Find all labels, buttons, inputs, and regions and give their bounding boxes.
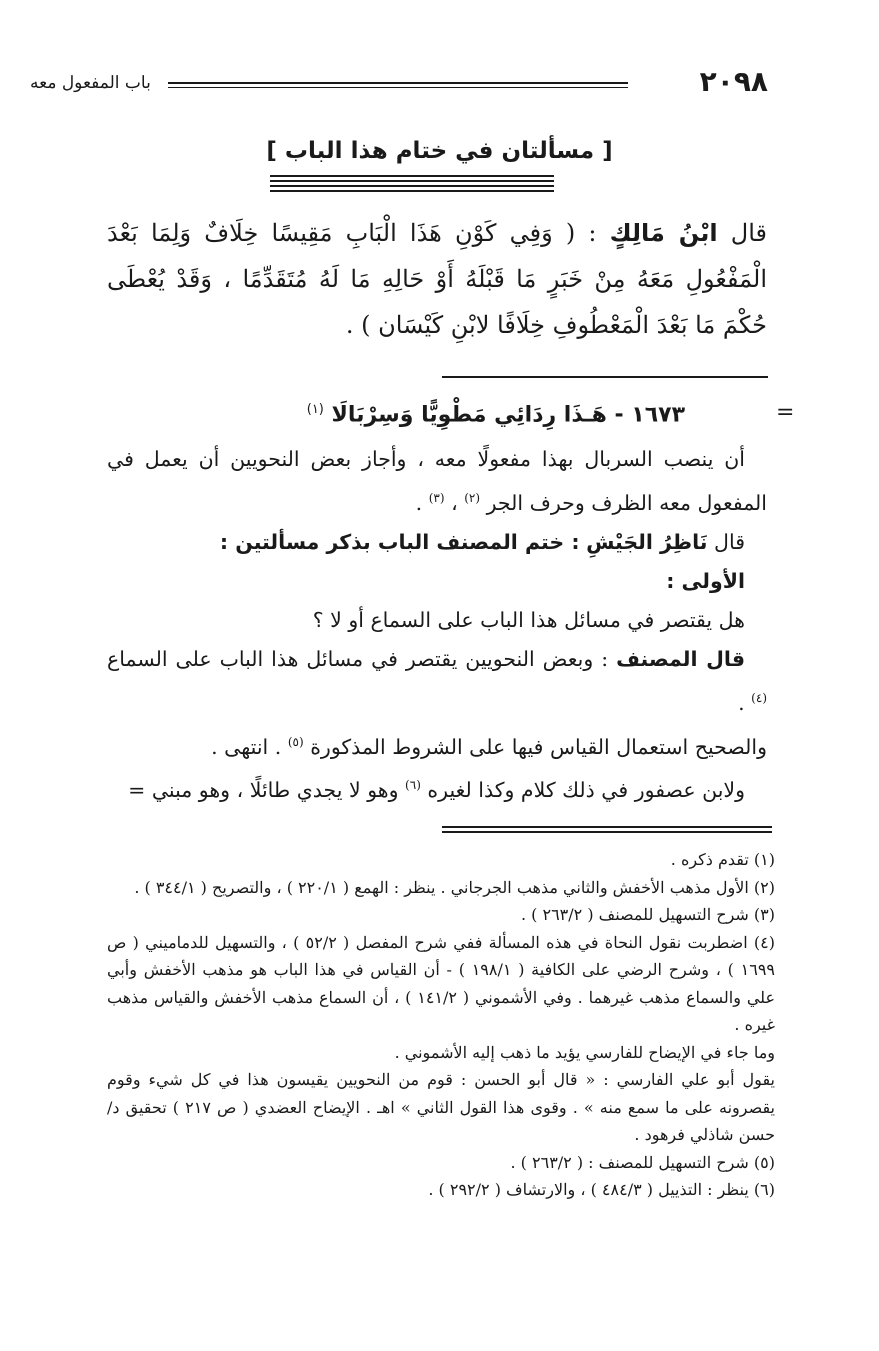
footnote: (٣) شرح التسهيل للمصنف ( ٢٦٣/٢ ) . xyxy=(520,905,775,924)
quote-text: : ( وَفِي كَوْنِ هَذَا الْبَابِ مَقِيسًا خِلَافٌ وَلِمَا بَعْدَ الْمَفْعُولِ مَعَهُ مِنْ خَبَرٍ مَا قَبْلَهُ أَوْ حَالِهِ مَا لَهُ مُتَقَدِّمًا ، وَقَدْ يُعْطَى حُكْمَ مَا بَعْدَ الْمَعْطُوفِ خِلَافًا لابْنِ كَيْسَان ) . xyxy=(107,219,767,339)
section-divider xyxy=(442,376,768,378)
verse-footnote-ref: (١) xyxy=(306,402,324,417)
quote-author: ابْنُ مَالِكٍ xyxy=(609,219,718,247)
verse-text: ١٦٧٣ - هَـذَا رِدَائِي مَطْوِيًّا وَسِرْبَالَا xyxy=(331,402,685,428)
body-text xyxy=(107,440,767,810)
paragraph: قال نَاظِرُ الجَيْشِ : ختم المصنف الباب بذكر مسألتين : xyxy=(219,529,745,554)
chapter-name: باب المفعول معه xyxy=(30,73,151,93)
subheading-first: الأولى : xyxy=(666,568,745,593)
footnote: (٤) اضطربت نقول النحاة في هذه المسألة ففي شرح المفصل ( ٥٢/٢ ) ، والتسهيل للدماميني ( ص ١٦٩٩ ) ، وشرح الرضي على الكافية ( ١٩٨/١ ) - أن القياس في هذا الباب هو مذهب الأخفش وأبي علي والسماع مذهب غيرهما . وفي الأشموني ( ١٤١/٢ ) ، أن السماع مذهب الأخفش والقياس مذهب غيره . xyxy=(107,932,776,1034)
author-label: قال المصنف xyxy=(616,646,745,671)
paragraph: والصحيح استعمال القياس فيها على الشروط المذكورة $^{(٥)}$ . انتهى . xyxy=(211,734,767,759)
paragraph: ولابن عصفور في ذلك كلام وكذا لغيره $^{(٦)}$ وهو لا يجدي طائلًا ، وهو مبني = xyxy=(128,778,745,803)
footnote-ref: (٦) xyxy=(405,778,421,793)
paragraph: هل يقتصر في مسائل هذا الباب على السماع أو لا ؟ xyxy=(312,607,745,632)
footnote: (٥) شرح التسهيل للمصنف : ( ٢٦٣/٢ ) . xyxy=(510,1152,775,1172)
ibn-malik-quote xyxy=(107,210,767,348)
footnote: وما جاء في الإيضاح للفارسي يؤيد ما ذهب إليه الأشموني . xyxy=(394,1042,775,1062)
footnote-ref: (٥) xyxy=(287,734,304,749)
footnote: يقول أبو علي الفارسي : « قال أبو الحسن : قوم من النحويين يقيسون هذا في كل شيء وقوم يقصرونه على ما سمع منه » . وقوى هذا القول الثاني » اهـ . الإيضاح العضدي ( ص ٢١٧ ) تحقيق د/ حسن شاذلي فرهود . xyxy=(107,1070,776,1144)
footnote-ref: (٤) xyxy=(751,690,767,705)
footnote-separator xyxy=(442,826,772,836)
footnote: (٦) ينظر : التذييل ( ٤٨٤/٣ ) ، والارتشاف ( ٢٩٢/٢ ) . xyxy=(428,1180,775,1199)
footnote-ref: (٣) xyxy=(428,491,445,505)
nazir-al-jaysh-name: نَاظِرُ الجَيْشِ xyxy=(586,529,708,554)
verse-line xyxy=(307,392,685,433)
continuation-mark: = xyxy=(776,400,795,425)
footnote-ref: (٢) xyxy=(464,491,481,505)
footnotes xyxy=(107,846,775,1204)
quote-intro: قال xyxy=(730,219,767,247)
title-underline xyxy=(270,175,554,195)
footnote: (٢) الأول مذهب الأخفش والثاني مذهب الجرجاني . ينظر : الهمع ( ٢٢٠/١ ) ، والتصريح ( ٣٤٤/١ ) . xyxy=(134,877,775,897)
header-rule xyxy=(168,82,628,88)
running-header xyxy=(30,64,768,104)
paragraph: قال المصنف : وبعض النحويين يقتصر في مسائل هذا الباب على السماع $^{(٤)}$ . xyxy=(107,646,767,715)
footnote: (١) تقدم ذكره . xyxy=(670,850,775,869)
page-number: ٢٠٩٨ xyxy=(699,65,768,98)
paragraph: أن ينصب السربال بهذا مفعولًا معه ، وأجاز بعض النحويين أن يعمل في المفعول معه الظرف وحرف الجر $^{(٢)}$ ، $^{(٣)}$ . xyxy=(107,447,767,515)
section-title: [ مسألتان في ختام هذا الباب ] xyxy=(266,138,613,164)
